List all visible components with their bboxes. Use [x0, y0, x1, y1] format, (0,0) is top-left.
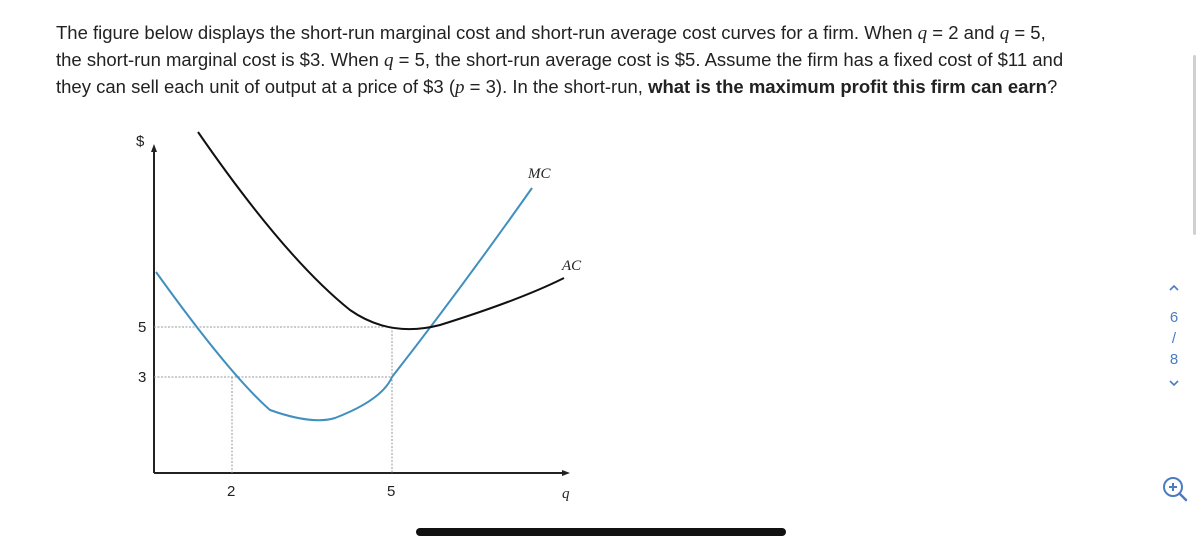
y-tick-3: 3	[138, 369, 147, 386]
question-text-segment: = 2 and	[927, 22, 1000, 43]
question-text-segment: ?	[1046, 76, 1058, 97]
page-separator: /	[1171, 330, 1177, 347]
x-tick-2: 2	[227, 483, 236, 500]
question-bold-prompt: what is the maximum profit this firm can earn	[648, 76, 1047, 97]
question-text-segment: = 5,	[1009, 22, 1046, 43]
variable-p: p	[455, 77, 465, 98]
page-current: 6	[1169, 309, 1179, 326]
question-text-segment: = 5, the short-run average cost is $5. Assume the firm has a fixed cost of $11 and	[393, 49, 1064, 70]
variable-q: q	[384, 50, 394, 71]
mc-label: MC	[528, 166, 551, 182]
scrollbar[interactable]	[1193, 55, 1196, 235]
home-indicator	[416, 528, 786, 536]
ac-curve	[198, 132, 564, 329]
page-total: 8	[1169, 351, 1179, 368]
question-line-2	[56, 47, 1156, 74]
ac-label: AC	[562, 258, 582, 274]
question-text-segment: the short-run marginal cost is $3. When	[56, 49, 385, 70]
pager	[1162, 283, 1186, 388]
zoom-in-icon[interactable]	[1160, 474, 1190, 504]
question-line-3	[56, 74, 1156, 101]
question-text	[56, 20, 1156, 101]
chevron-down-icon[interactable]	[1169, 378, 1179, 388]
x-tick-5: 5	[387, 483, 396, 500]
cost-curves-chart	[120, 120, 600, 510]
question-text-segment: = 3). In the short-run,	[464, 76, 649, 97]
question-line-1	[56, 20, 1156, 47]
variable-q: q	[999, 23, 1010, 44]
chevron-up-icon[interactable]	[1169, 283, 1179, 293]
x-axis-label: q	[562, 486, 570, 502]
variable-q: q	[917, 23, 928, 44]
question-text-segment: The figure below displays the short-run marginal cost and short-run average cost curves for a firm. When	[56, 22, 918, 43]
question-text-segment: they can sell each unit of output at a price of $3 (	[56, 76, 456, 97]
y-axis-arrow	[151, 144, 157, 152]
x-axis-arrow	[562, 470, 570, 476]
y-axis-label: $	[136, 133, 145, 150]
y-tick-5: 5	[138, 319, 147, 336]
